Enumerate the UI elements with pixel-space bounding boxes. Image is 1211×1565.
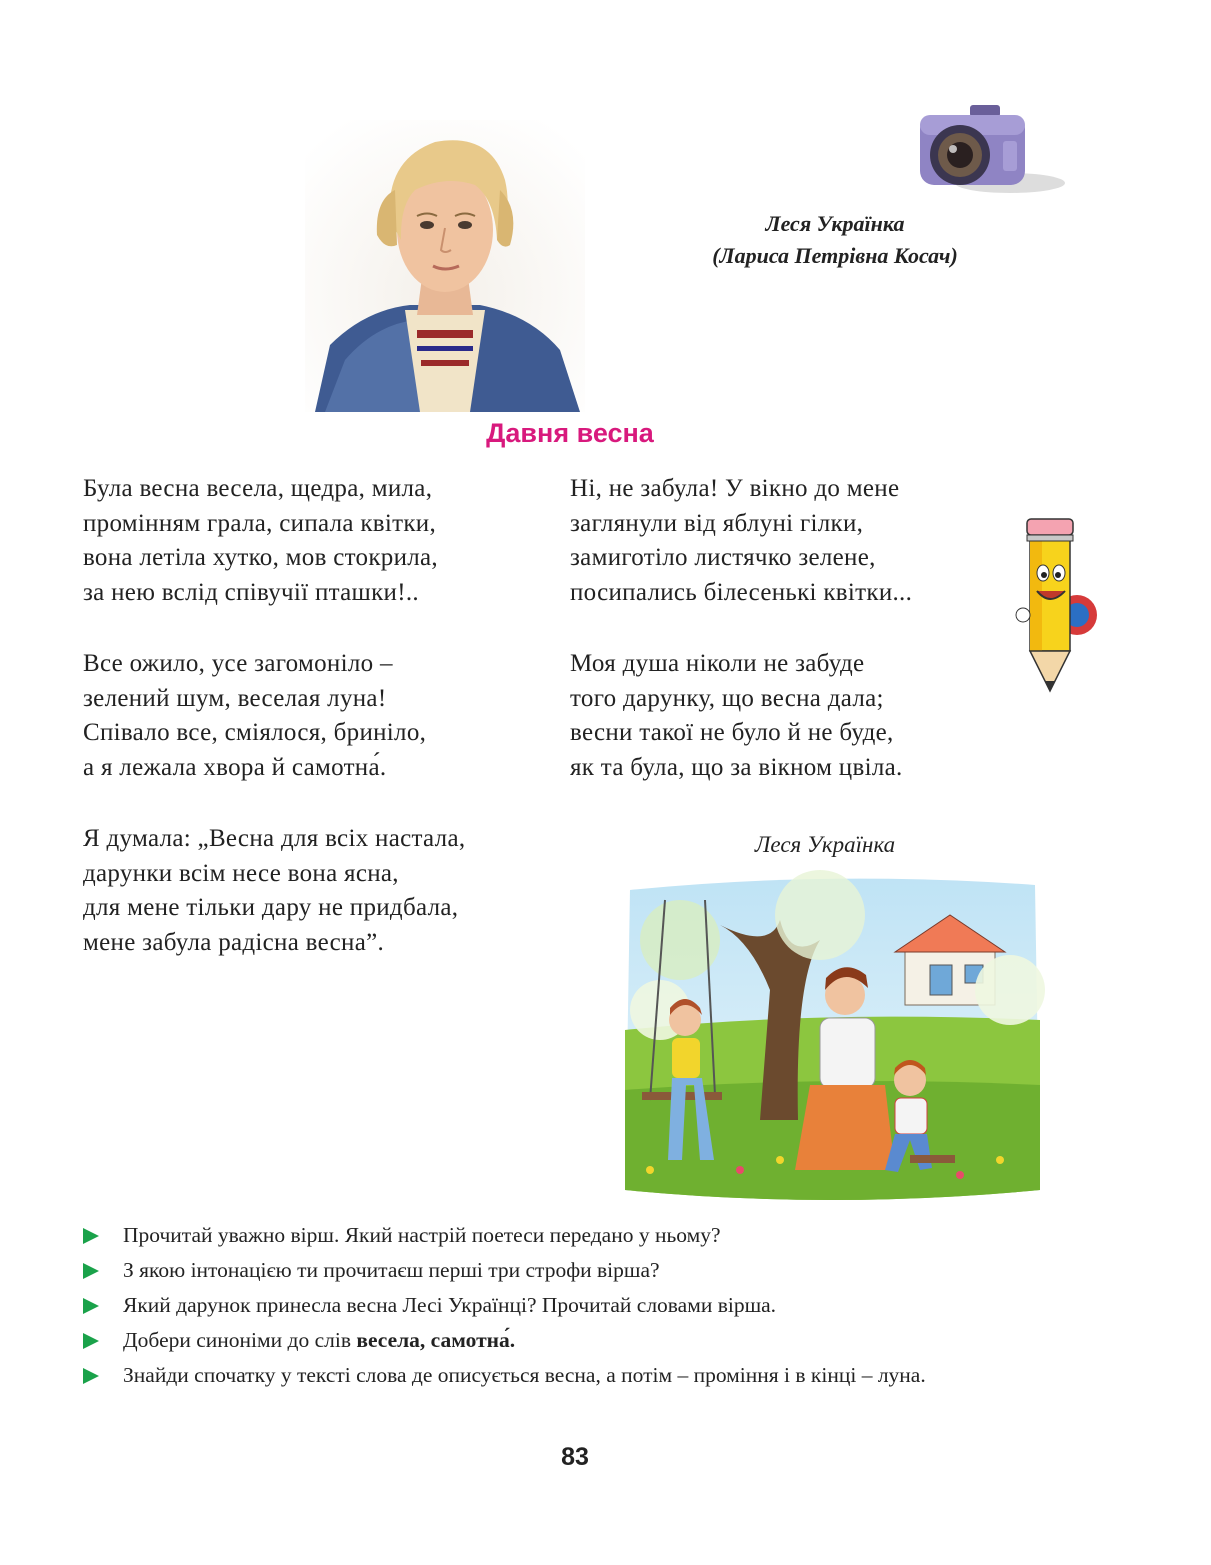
spring-garden-illustration: [620, 870, 1045, 1210]
poem-line: для мене тільки дару не придбала,: [83, 894, 459, 921]
question-item: [83, 1288, 1143, 1323]
author-name: Леся Українка: [765, 211, 905, 236]
question-text: З якою інтонацією ти прочитаєш перші три строфи вірша?: [123, 1258, 660, 1282]
question-text: Знайди спочатку у тексті слова де описується весна, а потім – проміння і в кінці – луна.: [123, 1363, 926, 1387]
poem-stanza: [570, 647, 903, 785]
camera-icon: [915, 103, 1065, 198]
author-full-name: (Лариса Петрівна Косач): [712, 243, 958, 268]
green-triangle-bullet-icon: [83, 1263, 99, 1279]
question-item: [83, 1323, 1143, 1358]
poem-title: Давня весна: [486, 418, 654, 448]
green-triangle-bullet-icon: [83, 1333, 99, 1349]
poem-stanza: [570, 472, 912, 610]
author-caption: [650, 208, 1020, 272]
question-text: Прочитай уважно вірш. Який настрій поетеси передано у ньому?: [123, 1223, 721, 1247]
pencil-mascot-icon: [1015, 515, 1100, 695]
poem-stanza: [83, 472, 438, 610]
poem-line: Ні, не забула! У вікно до мене: [570, 475, 900, 502]
green-triangle-bullet-icon: [83, 1228, 99, 1244]
green-triangle-bullet-icon: [83, 1298, 99, 1314]
green-triangle-bullet-icon: [83, 1368, 99, 1384]
question-text: Який дарунок принесла весна Лесі Українці? Прочитай словами вірша.: [123, 1293, 777, 1317]
poem-line: того дарунку, що весна дала;: [570, 684, 884, 712]
poem-line: дарунки всім несе вона ясна,: [83, 859, 399, 887]
poem-line: весни такої не було й не буде,: [570, 719, 894, 746]
poem-stanza: [83, 647, 426, 785]
poem-line: а я лежала хвора й самотна́.: [83, 753, 387, 781]
author-portrait: [305, 120, 585, 412]
question-item: [83, 1253, 1143, 1288]
question-text-plain: Добери синоніми до слів: [123, 1328, 357, 1352]
question-text-bold: весела, самотна́.: [356, 1328, 516, 1352]
question-item: [83, 1358, 1143, 1393]
poem-line: вона летіла хутко, мов стокрила,: [83, 544, 438, 571]
poem-line: Я думала: „Весна для всіх настала,: [83, 825, 466, 852]
poem-line: заглянули від яблуні гілки,: [570, 509, 864, 537]
questions-list: [83, 1218, 1143, 1393]
poem-stanza: [83, 822, 465, 960]
poem-line: зелений шум, веселая луна!: [83, 684, 387, 712]
page-number: 83: [561, 1443, 589, 1471]
poem-line: як та була, що за вікном цвіла.: [570, 753, 903, 781]
question-item: [83, 1218, 1143, 1253]
poem-line: за нею вслід співучії пташки!..: [83, 578, 419, 606]
poem-line: Все ожило, усе загомоніло –: [83, 650, 393, 677]
poem-line: промінням грала, сипала квітки,: [83, 509, 437, 537]
poem-line: Співало все, сміялося, бриніло,: [83, 719, 427, 746]
question-text: [123, 1328, 515, 1353]
poem-line: Була весна весела, щедра, мила,: [83, 475, 433, 502]
poem-signature: Леся Українка: [754, 832, 896, 857]
poem-line: мене забула радісна весна”.: [83, 928, 385, 956]
poem-line: Моя душа ніколи не забуде: [570, 650, 865, 677]
poem-line: посипались білесенькі квітки...: [570, 578, 913, 606]
poem-line: замиготіло листячко зелене,: [570, 544, 876, 571]
